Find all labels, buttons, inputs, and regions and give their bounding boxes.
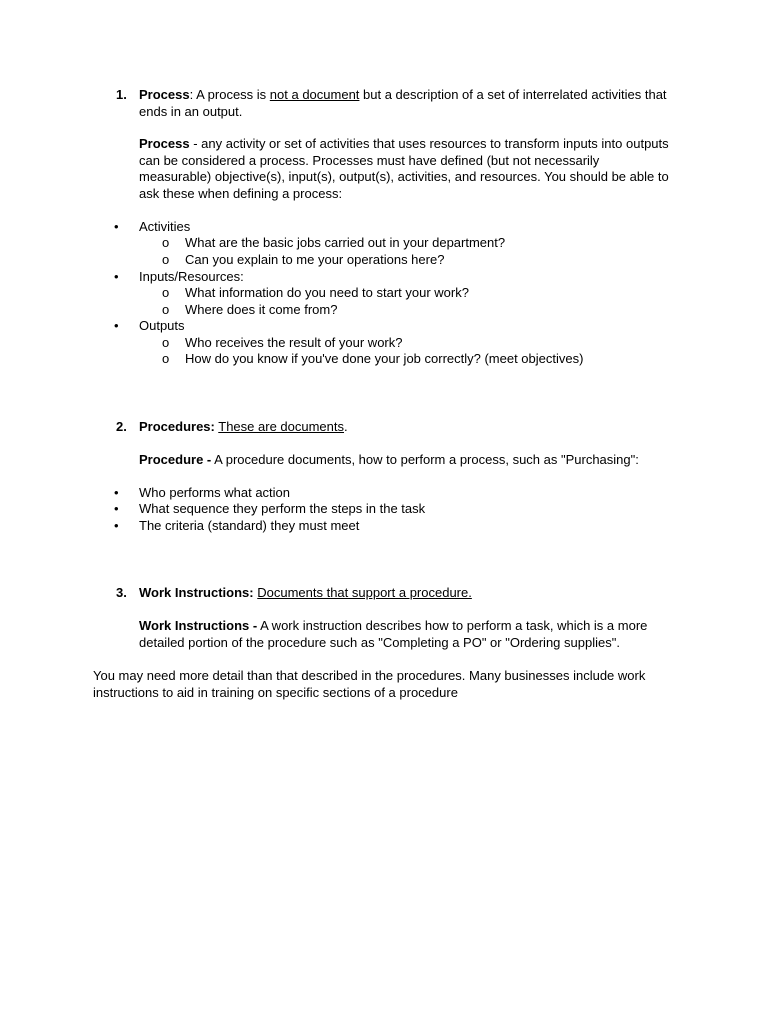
bullet-item: Who performs what action [139,485,291,500]
section-2-def-term: Procedure - [139,452,212,467]
section-1-rest: but a description of a set of interrelated activities that ends in an output. [139,87,667,119]
section-3-def-text: A work instruction describes how to perform a task, which is a more detailed portion of the procedure such as "Completing a PO" or "Ordering supplies". [139,618,648,650]
sub-marker: o [162,302,170,317]
section-3-def-term: Work Instructions - [139,618,258,633]
bullet-activities: Activities [139,219,191,234]
section-2-trail: . [344,419,348,434]
section-2-title: Procedures: [139,419,215,434]
sub-item: What are the basic jobs carried out in your department? [185,235,506,250]
section-3-definition [139,618,674,651]
section-2-underline: These are documents [218,419,344,434]
section-1-title: Process [139,87,190,102]
section-3-number: 3. [116,585,127,600]
sub-item: Where does it come from? [185,302,338,317]
section-1-def-text: - any activity or set of activities that uses resources to transform inputs into outputs can be considered a process. Processes must have defined (but not necessarily measurable) objective(s), input(s), output(s), activities, and resources. You should be able to ask these when defining a process: [139,136,669,201]
sub-marker: o [162,335,170,350]
section-2-number: 2. [116,419,127,434]
section-2-intro [139,419,679,436]
section-3-underline: Documents that support a procedure. [257,585,472,600]
bullet-marker: • [114,518,119,533]
bullet-item: The criteria (standard) they must meet [139,518,360,533]
bullet-item: What sequence they perform the steps in the task [139,501,426,516]
section-1-underline: not a document [269,87,360,102]
sub-item: Can you explain to me your operations here? [185,252,445,267]
section-3-title: Work Instructions: [139,585,254,600]
bullet-marker: • [114,318,119,333]
bullet-marker: • [114,269,119,284]
sub-marker: o [162,252,170,267]
section-1-intro [139,87,679,120]
section-1-colon: : A process is [189,87,270,102]
bullet-outputs: Outputs [139,318,185,333]
sub-item: Who receives the result of your work? [185,335,403,350]
section-1-def-term: Process [139,136,190,151]
sub-marker: o [162,235,170,250]
closing-paragraph: You may need more detail than that described in the procedures. Many businesses include work instructions to aid in training on specific sections of a procedure [93,668,646,700]
section-2-definition [139,452,674,469]
section-1-number: 1. [116,87,127,102]
sub-item: What information do you need to start your work? [185,285,469,300]
section-3-intro [139,585,679,602]
bullet-marker: • [114,219,119,234]
bullet-marker: • [114,501,119,516]
sub-item: How do you know if you've done your job correctly? (meet objectives) [185,351,584,366]
bullet-marker: • [114,485,119,500]
section-1-definition [139,136,674,202]
bullet-inputs: Inputs/Resources: [139,269,244,284]
sub-marker: o [162,351,170,366]
sub-marker: o [162,285,170,300]
section-2-def-text: A procedure documents, how to perform a process, such as "Purchasing": [211,452,639,467]
